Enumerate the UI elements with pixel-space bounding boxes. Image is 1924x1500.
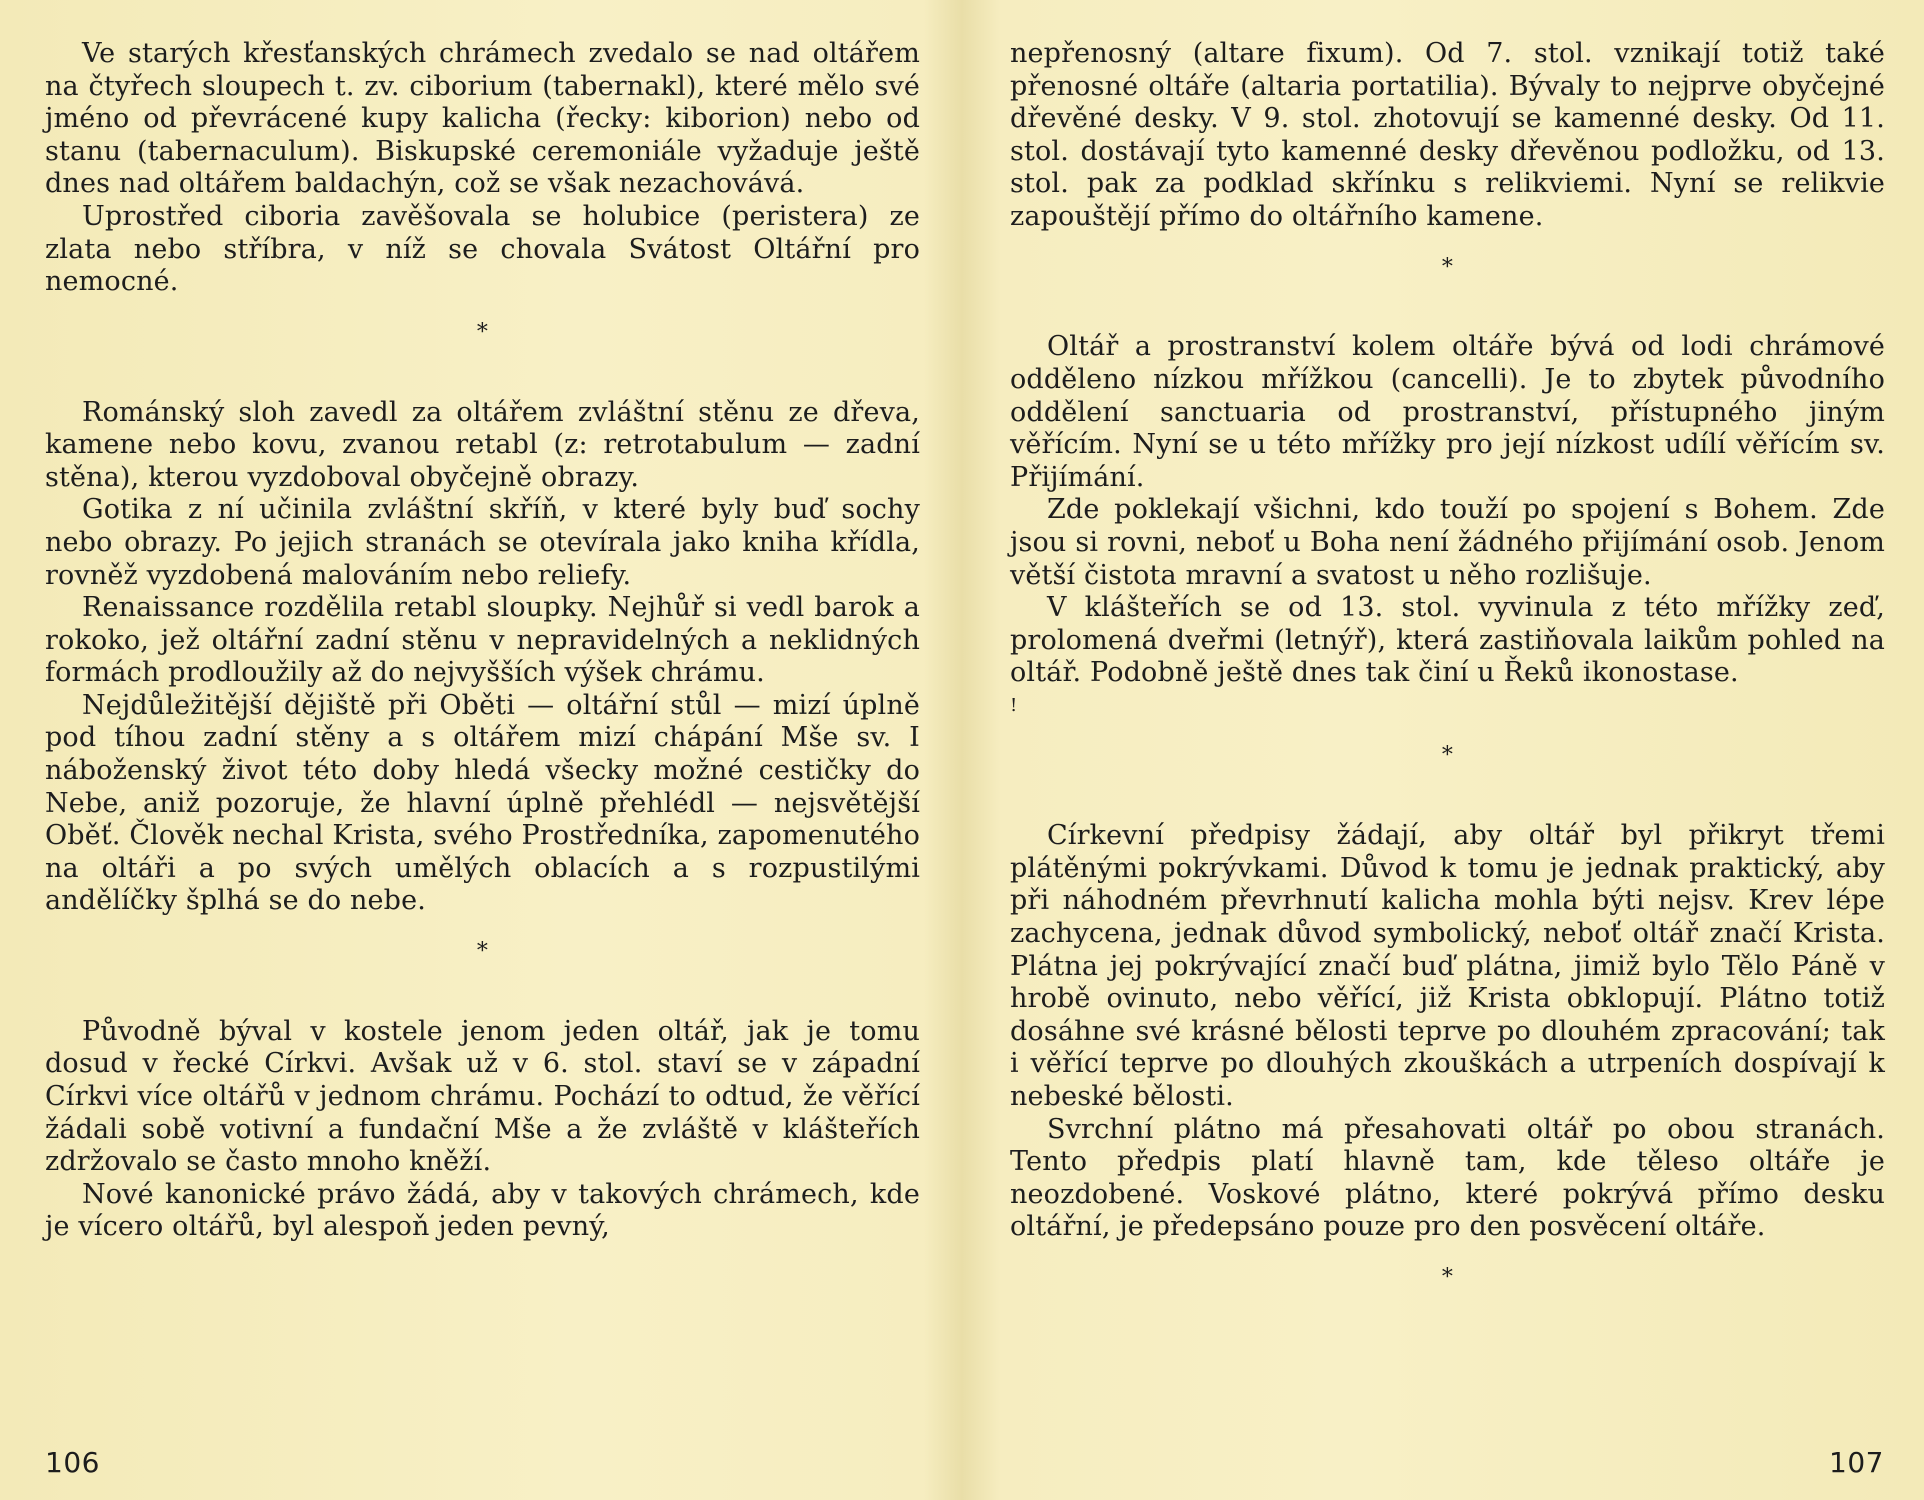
paragraph: Nové kanonické právo žádá, aby v takových chrámech, kde je vícero oltářů, byl alespoň jeden pevný, bbox=[45, 1178, 920, 1243]
section-separator: * bbox=[1441, 1265, 1454, 1290]
section-separator: * bbox=[1441, 743, 1454, 769]
paragraph: Renaissance rozdělila retabl sloupky. Nejhůř si vedl barok a rokoko, jež oltářní zadní stěnu v nepravidelných a neklidných formách prodloužily až do nejvyšších výšek chrámu. bbox=[45, 592, 920, 689]
paragraph: Gotika z ní učinila zvláštní skříň, v které byly buď sochy nebo obrazy. Po jejich stranách se otevírala jako kniha křídla, rovněž vyzdobená malováním nebo reliefy. bbox=[45, 494, 920, 591]
page-number: 107 bbox=[1829, 1446, 1884, 1479]
section-separator: * bbox=[476, 939, 489, 965]
paragraph: Zde poklekají všichni, kdo touží po spojení s Bohem. Zde jsou si rovni, neboť u Boha není žádného přijímání osob. Jenom větší čistota mravní a svatost u něho rozlišuje. bbox=[1010, 494, 1885, 591]
paragraph: Svrchní plátno má přesahovati oltář po obou stranách. Tento předpis platí hlavně tam, kde těleso oltáře je neozdobené. Voskové plátno, které pokrývá přímo desku oltářní, je předepsáno pouze pro den posvěcení oltáře. bbox=[1010, 1113, 1885, 1243]
page-number: 106 bbox=[45, 1446, 100, 1479]
paragraph: Uprostřed ciboria zavěšovala se holubice (peristera) ze zlata nebo stříbra, v níž se chovala Svátost Oltářní pro nemocné. bbox=[45, 200, 920, 298]
paragraph: Románský sloh zavedl za oltářem zvláštní stěnu ze dřeva, kamene nebo kovu, zvanou retabl (z: retrotabulum — zadní stěna), kterou vyzdoboval obyčejně obrazy. bbox=[45, 396, 920, 493]
paragraph: Oltář a prostranství kolem oltáře bývá od lodi chrámové odděleno nízkou mřížkou (cancelli). Je to zbytek původního oddělení sanctuaria od prostranství, přístupného jiným věřícím. Nyní se u této mřížky pro její nízkost udílí věřícím sv. Přijímání. bbox=[1010, 331, 1885, 493]
right-page bbox=[962, 0, 1924, 1500]
stray-mark: ! bbox=[1010, 694, 1018, 716]
paragraph: Církevní předpisy žádají, aby oltář byl přikryt třemi plátěnými pokrývkami. Důvod k tomu je jednak praktický, aby při náhodném převrhnutí kalicha mohla býti nejsv. Krev lépe zachycena, jednak důvod symbolický, neboť oltář značí Krista. Plátna jej pokrývající značí buď plátna, jimiž bylo Tělo Páně v hrobě ovinuto, nebo věřící, již Krista obklopují. Plátno totiž dosáhne své krásné bělosti teprve po dlouhém zpracování; tak i věřící teprve po dlouhých zkouškách a utrpeních dospívají k nebeské bělosti. bbox=[1010, 820, 1885, 1113]
paragraph: Ve starých křesťanských chrámech zvedalo se nad oltářem na čtyřech sloupech t. zv. ciborium (tabernakl), které mělo své jméno od převrácené kupy kalicha (řecky: kiborion) nebo od stanu (tabernaculum). Biskupské ceremoniále vyžaduje ještě dnes nad oltářem baldachýn, což se však nezachovává. bbox=[45, 38, 920, 200]
section-separator: * bbox=[1441, 254, 1454, 280]
paragraph: nepřenosný (altare fixum). Od 7. stol. vznikají totiž také přenosné oltáře (altaria portatilia). Bývaly to nejprve obyčejné dřevěné desky. V 9. stol. zhotovují se kamenné desky. Od 11. stol. dostávají tyto kamenné desky dřevěnou podložku, od 13. stol. pak za podklad skřínku s relikviemi. Nyní se relikvie zapouštějí přímo do oltářního kamene. bbox=[1010, 38, 1885, 232]
section-separator: * bbox=[476, 319, 489, 345]
paragraph: Nejdůležitější dějiště při Oběti — oltářní stůl — mizí úplně pod tíhou zadní stěny a s oltářem mizí chápání Mše sv. I náboženský život této doby hledá všecky možné cestičky do Nebe, aniž pozoruje, že hlavní úplně přehlédl — nejsvětější Oběť. Člověk nechal Krista, svého Prostředníka, zapomenutého na oltáři a po svých umělých oblacích a s rozpustilými andělíčky šplhá se do nebe. bbox=[45, 689, 920, 917]
left-page-text bbox=[45, 38, 920, 1244]
right-page-text bbox=[1010, 38, 1885, 1342]
paragraph: V klášteřích se od 13. stol. vyvinula z této mřížky zeď, prolomená dveřmi (letnýř), která zastiňovala laikům pohled na oltář. Podobně ještě dnes tak činí u Řeků ikonostase. bbox=[1010, 592, 1885, 689]
paragraph: Původně býval v kostele jenom jeden oltář, jak je tomu dosud v řecké Církvi. Avšak už v 6. stol. staví se v západní Církvi více oltářů v jednom chrámu. Pochází to odtud, že věřící žádali sobě votivní a fundační Mše a že zvláště v klášteřích zdržovalo se často mnoho kněží. bbox=[45, 1015, 920, 1178]
